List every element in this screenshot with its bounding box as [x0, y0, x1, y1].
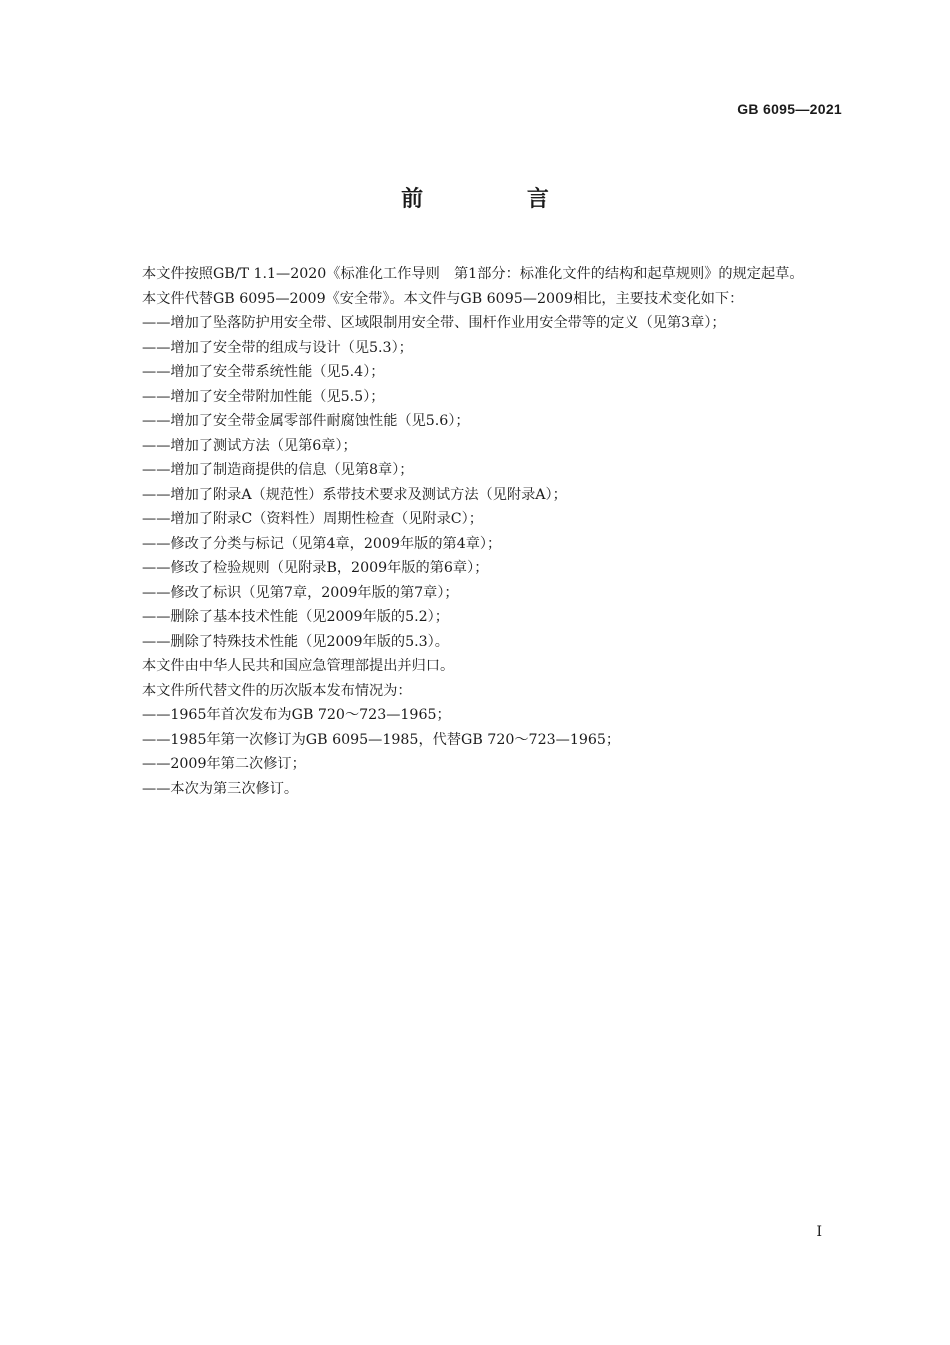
change-item: ——删除了特殊技术性能（见2009年版的5.3）。: [142, 633, 449, 650]
foreword-body: [108, 262, 844, 801]
change-item: ——增加了附录A（规范性）系带技术要求及测试方法（见附录A）；: [142, 486, 567, 503]
change-item: ——增加了安全带系统性能（见5.4）；: [142, 364, 385, 380]
change-item: ——增加了附录C（资料性）周期性检查（见附录C）；: [142, 511, 483, 527]
change-item: ——删除了基本技术性能（见2009年版的5.2）；: [142, 609, 449, 625]
paragraph-drafting-basis: 本文件按照GB/T 1.1—2020《标准化工作导则 第1部分：标准化文件的结构和起草规则》的规定起草。: [142, 266, 804, 282]
change-item: ——增加了安全带的组成与设计（见5.3）；: [142, 339, 413, 356]
standard-number: GB 6095—2021: [737, 101, 842, 117]
page-title: 前 言: [401, 187, 597, 212]
history-item: ——1985年第一次修订为GB 6095—1985，代替GB 720～723—1965；: [142, 731, 621, 748]
change-item: ——修改了分类与标记（见第4章，2009年版的第4章）；: [142, 535, 502, 552]
change-item: ——增加了安全带金属零部件耐腐蚀性能（见5.6）；: [142, 413, 470, 429]
paragraph-replacement-statement: 本文件代替GB 6095—2009《安全带》。本文件与GB 6095—2009相比，主要技术变化如下：: [142, 290, 744, 307]
paragraph-proposer: 本文件由中华人民共和国应急管理部提出并归口。: [142, 658, 455, 674]
change-item: ——增加了制造商提供的信息（见第8章）；: [142, 462, 414, 478]
paragraph-history-intro: 本文件所代替文件的历次版本发布情况为：: [142, 682, 412, 699]
history-item: ——1965年首次发布为GB 720～723—1965；: [142, 707, 451, 723]
change-item: ——增加了安全带附加性能（见5.5）；: [142, 388, 385, 405]
history-item: ——2009年第二次修订；: [142, 756, 306, 772]
change-item: ——增加了测试方法（见第6章）；: [142, 437, 357, 454]
change-item: ——增加了坠落防护用安全带、区域限制用安全带、围杆作业用安全带等的定义（见第3章）；: [142, 315, 726, 331]
change-item: ——修改了标识（见第7章，2009年版的第7章）；: [142, 584, 459, 601]
change-item: ——修改了检验规则（见附录B，2009年版的第6章）；: [142, 560, 489, 576]
history-item: ——本次为第三次修订。: [142, 780, 299, 797]
page-number: I: [816, 1224, 822, 1240]
